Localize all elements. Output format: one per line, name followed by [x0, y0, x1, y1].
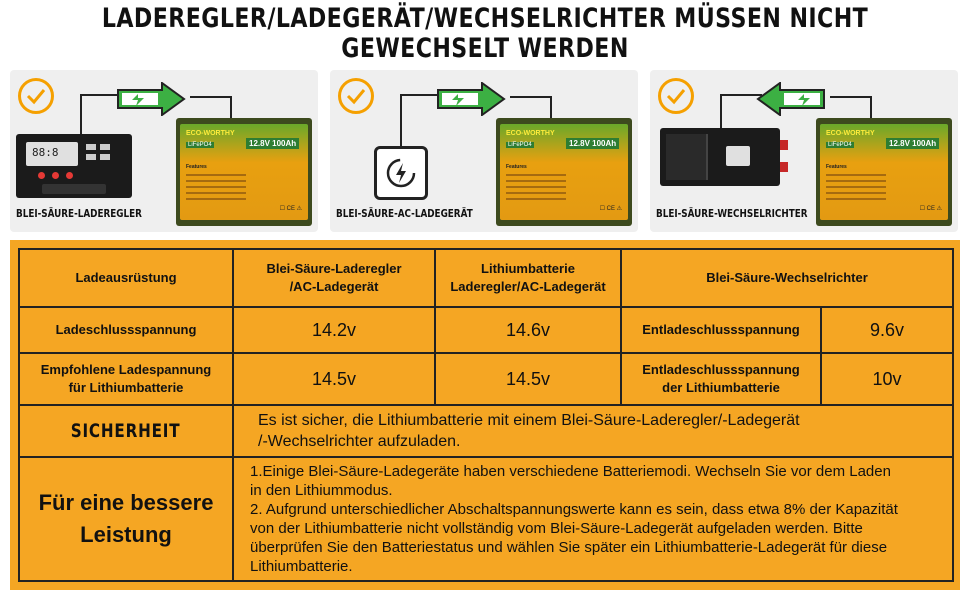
inverter-icon [660, 128, 780, 186]
table-row [19, 307, 953, 353]
device-label: BLEI-SÄURE-AC-LADEGERÄT [336, 207, 473, 220]
row-label-safety: SICHERHEIT [19, 405, 233, 457]
title-line-1: LADEREGLER/LADEGERÄT/WECHSELRICHTER MÜSSEN NICHT [101, 3, 869, 34]
cell-value: 14.2v [233, 307, 435, 353]
ac-charger-icon [374, 146, 428, 200]
panel-charge-controller [10, 70, 318, 232]
panel-ac-charger [330, 70, 638, 232]
header-equipment: Ladeausrüstung [19, 249, 233, 307]
cell-value: 10v [821, 353, 953, 405]
table-row [19, 353, 953, 405]
table-row [19, 405, 953, 457]
cell-value: 9.6v [821, 307, 953, 353]
arrow-right-icon [436, 82, 506, 116]
comparison-table [18, 248, 954, 582]
page-title [87, 4, 882, 64]
cell-value: 14.5v [233, 353, 435, 405]
device-label: BLEI-SÄURE-LADEREGLER [16, 207, 142, 220]
checkmark-icon [18, 78, 54, 114]
table-row [19, 249, 953, 307]
battery-image: ECO-WORTHY LiFePO4 12.8V 100Ah Features ☐ CE ⚠ [816, 118, 952, 226]
row-label-recommended-voltage: Empfohlene Ladespannung für Lithiumbatterie [19, 353, 233, 405]
arrow-right-icon [116, 82, 186, 116]
row-label-charge-voltage: Ladeschlussspannung [19, 307, 233, 353]
checkmark-icon [658, 78, 694, 114]
cell-value: 14.6v [435, 307, 621, 353]
cell-value: 14.5v [435, 353, 621, 405]
header-lithium-charger: Lithiumbatterie Laderegler/AC-Ladegerät [435, 249, 621, 307]
battery-image: ECO-WORTHY LiFePO4 12.8V 100Ah Features ☐ CE ⚠ [496, 118, 632, 226]
charge-controller-icon: 88:8 [16, 134, 132, 198]
row-label-discharge-voltage: Entladeschlussspannung [621, 307, 821, 353]
table-row [19, 457, 953, 581]
header-lead-acid-inverter: Blei-Säure-Wechselrichter [621, 249, 953, 307]
panel-inverter [650, 70, 958, 232]
row-label-better-performance: Für eine bessere Leistung [19, 457, 233, 581]
arrow-left-icon [756, 82, 826, 116]
comparison-table-panel [10, 240, 960, 590]
header-lead-acid-charger: Blei-Säure-Laderegler /AC-Ladegerät [233, 249, 435, 307]
safety-text: Es ist sicher, die Lithiumbatterie mit einem Blei-Säure-Laderegler/-Ladegerät /-Wechselrichter aufzuladen. [233, 405, 953, 457]
checkmark-icon [338, 78, 374, 114]
title-line-2: GEWECHSELT WERDEN [341, 33, 629, 64]
device-label: BLEI-SÄURE-WECHSELRICHTER [656, 207, 808, 220]
performance-notes: 1.Einige Blei-Säure-Ladegeräte haben verschiedene Batteriemodi. Wechseln Sie vor dem Laden in den Lithiummodus. 2. Aufgrund unterschiedlicher Abschaltspannungswerte kann es sein, dass etwa 8% der Kapazität von der Lithiumbatterie nicht vollständig vom Blei-Säure-Ladegerät aufgeladen werden. Bitte überprüfen Sie den Batteriestatus und wählen Sie später ein Lithiumbatterie-Ladegerät für diese Lithiumbatterie. [233, 457, 953, 581]
row-label-lithium-discharge-voltage: Entladeschlussspannung der Lithiumbatterie [621, 353, 821, 405]
battery-image: ECO-WORTHY LiFePO4 12.8V 100Ah Features ☐ CE ⚠ [176, 118, 312, 226]
